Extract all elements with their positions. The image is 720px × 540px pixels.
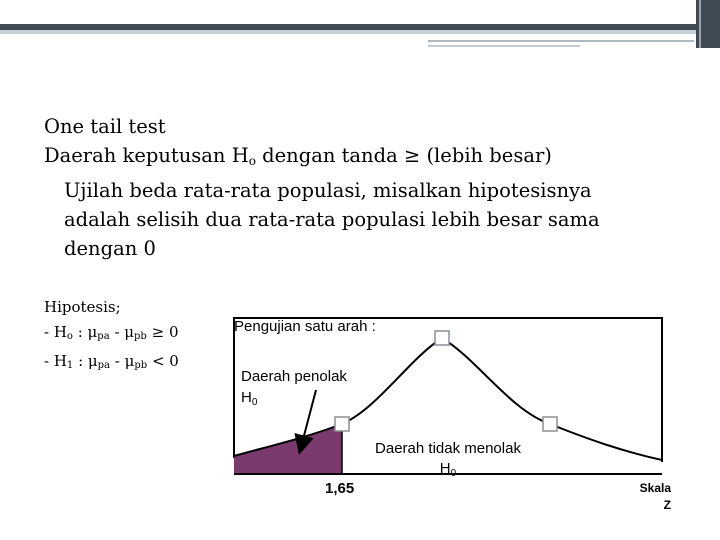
rejection-label-line2 [241,387,347,413]
acceptance-region-label [360,439,536,484]
instruction-line-3: dengan 0 [64,237,156,260]
h0-sub-pa: pa [97,331,110,342]
h1-sub: 1 [66,360,74,371]
curve-handle-left [335,417,349,431]
rejection-label-line1: Daerah penolak [241,368,347,385]
rejection-region-label [241,366,347,413]
instruction-line-2: adalah selisih dua rata-rata populasi lebih besar sama [64,208,600,231]
instruction-line-1: Ujilah beda rata-rata populasi, misalkan hipotesisnya [64,179,592,202]
scale-z-label [633,480,671,514]
acceptance-label-line2 [360,459,536,484]
h0-mu-b: - μ [109,323,135,341]
h0-relation: ≥ 0 [146,323,179,341]
h0-sub: o [66,331,73,342]
h1-symbol: - H [44,352,67,370]
scale-label-line2: Z [663,498,671,512]
hypotheses-heading: Hipotesis; [44,298,121,316]
acceptance-h-sub: 0 [450,468,457,479]
critical-value-label: 1,65 [325,480,355,497]
scale-label-line1: Skala [639,481,671,495]
decision-text-a: Daerah keputusan H [44,144,249,167]
acceptance-h-symbol: H [439,460,451,477]
rejection-region [234,424,342,474]
h1-mu-b: - μ [110,352,135,370]
decision-subscript: o [248,154,256,168]
acceptance-label-line1: Daerah tidak menolak [375,440,521,457]
rejection-h-sub: 0 [251,397,258,408]
heading-one-tail: One tail test [44,115,166,138]
h1-sub-pa: pa [97,360,111,371]
curve-handle-peak [435,331,449,345]
rejection-h-symbol: H [241,389,252,406]
h0-symbol: - H [44,323,67,341]
h1-sub-pb: pb [134,360,148,371]
h1-mu-a: : μ [73,352,98,370]
decision-text-b: dengan tanda ≥ (lebih besar) [255,144,552,167]
curve-handle-right [543,417,557,431]
one-sided-test-label: Pengujian satu arah : [234,318,376,335]
h0-mu-a: : μ [72,323,98,341]
h1-relation: < 0 [147,352,179,370]
h0-sub-pb: pb [134,331,147,342]
